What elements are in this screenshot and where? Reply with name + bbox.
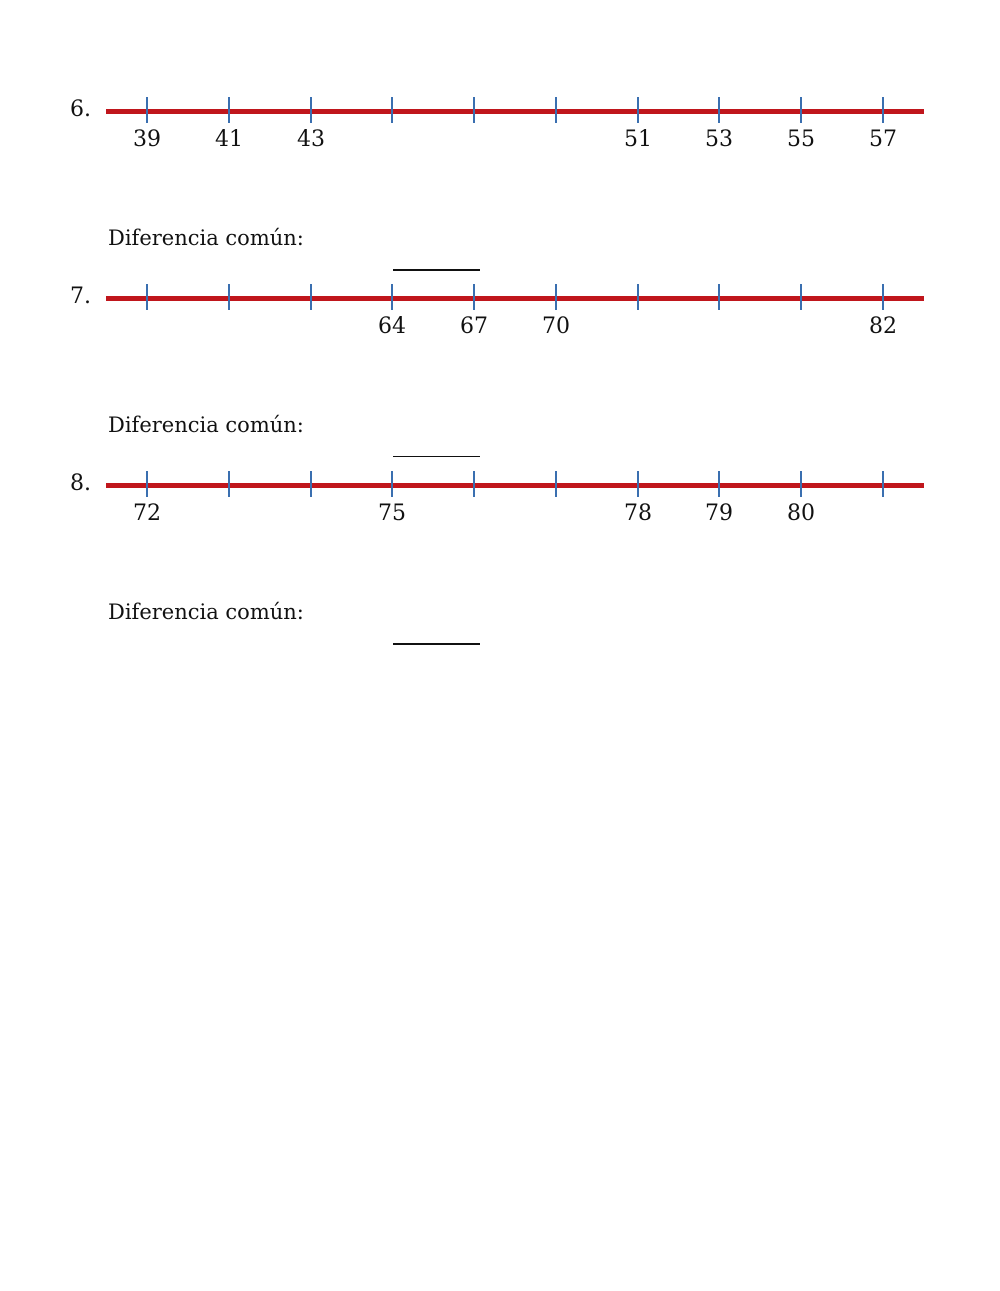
- tick-mark: [637, 97, 639, 123]
- tick-mark: [473, 471, 475, 497]
- tick-label: 51: [624, 127, 652, 152]
- tick-mark: [555, 97, 557, 123]
- tick-mark: [146, 471, 148, 497]
- tick-label: 75: [378, 501, 406, 526]
- tick-mark: [228, 471, 230, 497]
- tick-mark: [555, 471, 557, 497]
- tick-mark: [718, 97, 720, 123]
- tick-label: 72: [133, 501, 161, 526]
- tick-mark: [310, 97, 312, 123]
- problem-6: [0, 97, 1000, 291]
- problem-7: [0, 284, 1000, 478]
- common-difference-answer-field[interactable]: [393, 621, 480, 645]
- tick-mark: [882, 471, 884, 497]
- tick-mark: [391, 97, 393, 123]
- tick-label: 43: [297, 127, 325, 152]
- problem-number: 7.: [70, 284, 91, 309]
- problem-number: 6.: [70, 97, 91, 122]
- tick-label: 57: [869, 127, 897, 152]
- tick-label: 55: [787, 127, 815, 152]
- tick-mark: [228, 284, 230, 310]
- tick-mark: [391, 284, 393, 310]
- tick-mark: [228, 97, 230, 123]
- common-difference-label: Diferencia común:: [108, 413, 304, 437]
- tick-mark: [310, 284, 312, 310]
- tick-mark: [146, 97, 148, 123]
- tick-mark: [718, 284, 720, 310]
- tick-label: 80: [787, 501, 815, 526]
- tick-label: 82: [869, 314, 897, 339]
- tick-label: 79: [705, 501, 733, 526]
- tick-label: 78: [624, 501, 652, 526]
- tick-mark: [146, 284, 148, 310]
- tick-mark: [800, 471, 802, 497]
- tick-label: 64: [378, 314, 406, 339]
- tick-label: 39: [133, 127, 161, 152]
- common-difference-answer-field[interactable]: [393, 434, 480, 457]
- tick-mark: [391, 471, 393, 497]
- tick-mark: [718, 471, 720, 497]
- common-difference-label: Diferencia común:: [108, 600, 304, 624]
- tick-mark: [800, 97, 802, 123]
- problem-8: [0, 471, 1000, 665]
- problem-number: 8.: [70, 471, 91, 496]
- tick-mark: [882, 97, 884, 123]
- tick-mark: [637, 284, 639, 310]
- tick-mark: [473, 284, 475, 310]
- tick-label: 67: [460, 314, 488, 339]
- tick-label: 41: [215, 127, 243, 152]
- tick-mark: [882, 284, 884, 310]
- tick-mark: [555, 284, 557, 310]
- common-difference-answer-field[interactable]: [393, 247, 480, 271]
- tick-label: 53: [705, 127, 733, 152]
- tick-mark: [310, 471, 312, 497]
- tick-mark: [473, 97, 475, 123]
- tick-label: 70: [542, 314, 570, 339]
- tick-mark: [800, 284, 802, 310]
- tick-mark: [637, 471, 639, 497]
- common-difference-label: Diferencia común:: [108, 226, 304, 250]
